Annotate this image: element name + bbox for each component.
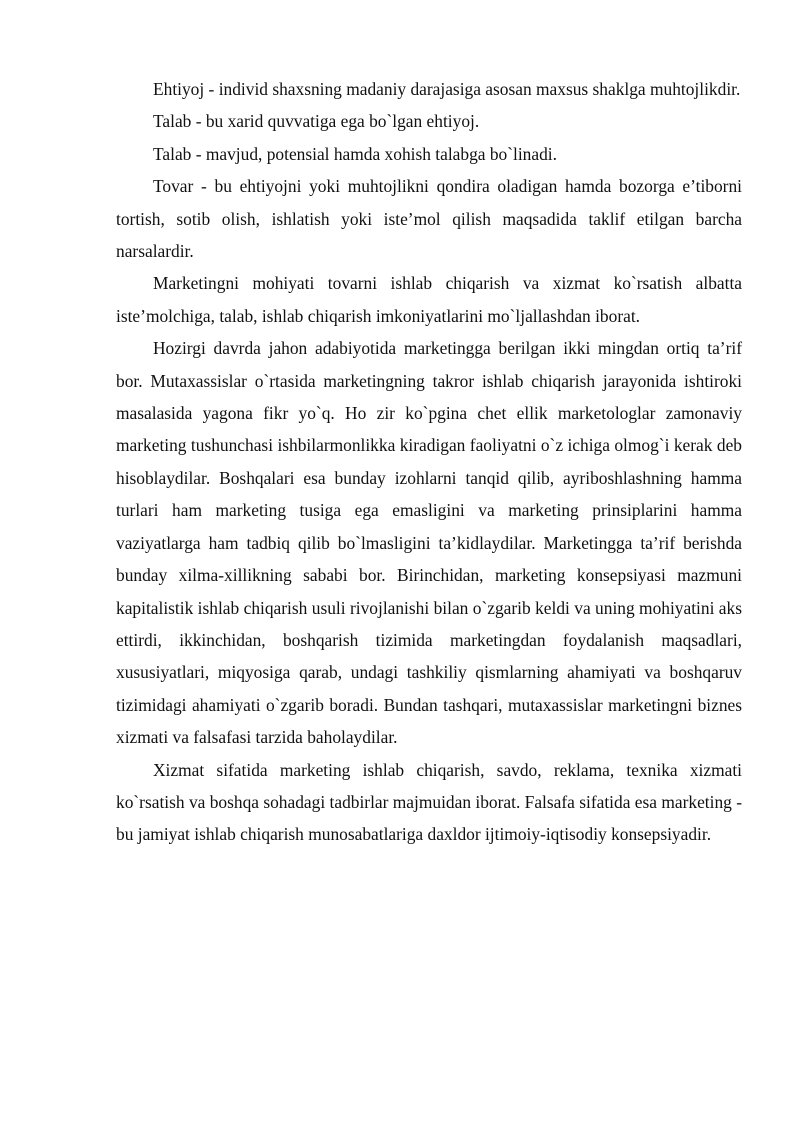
- paragraph-talab-types: Talab - mavjud, potensial hamda xohish talabga bo`linadi.: [153, 143, 557, 164]
- paragraph-ehtiyoj: Ehtiyoj - individ shaxsning madaniy darajasiga asosan maxsus shaklga muhtojlikdir.: [153, 79, 741, 99]
- document-page: [116, 73, 742, 851]
- paragraph-marketing-essence: Marketingni mohiyati tovarni ishlab chiqarish va xizmat ko`rsatish albatta iste’molchiga, talab, ishlab chiqarish imkoniyatlarini mo`ljallashdan iborat.: [116, 273, 742, 326]
- paragraph-marketing-service-philosophy: Xizmat sifatida marketing ishlab chiqarish, savdo, reklama, texnika xizmati ko`rsatish va boshqa sohadagi tadbirlar majmuidan iborat. Falsafa sifatida esa marketing - bu jamiyat ishlab chiqarish munosabatlariga daxldor ijtimoiy-iqtisodiy konsepsiyadir.: [116, 759, 742, 845]
- paragraph-tovar: Tovar - bu ehtiyojni yoki muhtojlikni qondira oladigan hamda bozorga e’tiborni tortish, sotib olish, ishlatish yoki iste’mol qilish maqsadida taklif etilgan barcha narsalardir.: [116, 176, 742, 262]
- paragraph-talab-definition: Talab - bu xarid quvvatiga ega bo`lgan ehtiyoj.: [153, 111, 480, 132]
- paragraph-marketing-definitions: Hozirgi davrda jahon adabiyotida marketingga berilgan ikki mingdan ortiq ta’rif bor. Mutaxassislar o`rtasida marketingning takror ishlab chiqarish jarayonida ishtiroki masalasida yagona fikr yo`q. Ho zir ko`pgina chet ellik marketologlar zamonaviy marketing tushunchasi ishbilarmonlikka kiradigan faoliyatni o`z ichiga olmog`i kerak deb hisoblaydilar. Boshqalari esa bunday izohlarni tanqid qilib, ayriboshlashning hamma turlari ham marketing tusiga ega emasligini va marketing prinsiplarini hamma vaziyatlarga ham tadbiq qilib bo`lmasligini ta’kidlaydilar. Marketingga ta’rif berishda bunday xilma-xillikning sababi bor. Birinchidan, marketing konsepsiyasi mazmuni kapitalistik ishlab chiqarish usuli rivojlanishi bilan o`zgarib keldi va uning mohiyatini aks ettirdi, ikkinchidan, boshqarish tizimida marketingdan foydalanish maqsadlari, xususiyatlari, miqyosiga qarab, undagi tashkiliy qismlarning ahamiyati va boshqaruv tizimidagi ahamiyati o`zgarib boradi. Bundan tashqari, mutaxassislar marketingni biznes xizmati va falsafasi tarzida baholaydilar.: [116, 338, 742, 748]
